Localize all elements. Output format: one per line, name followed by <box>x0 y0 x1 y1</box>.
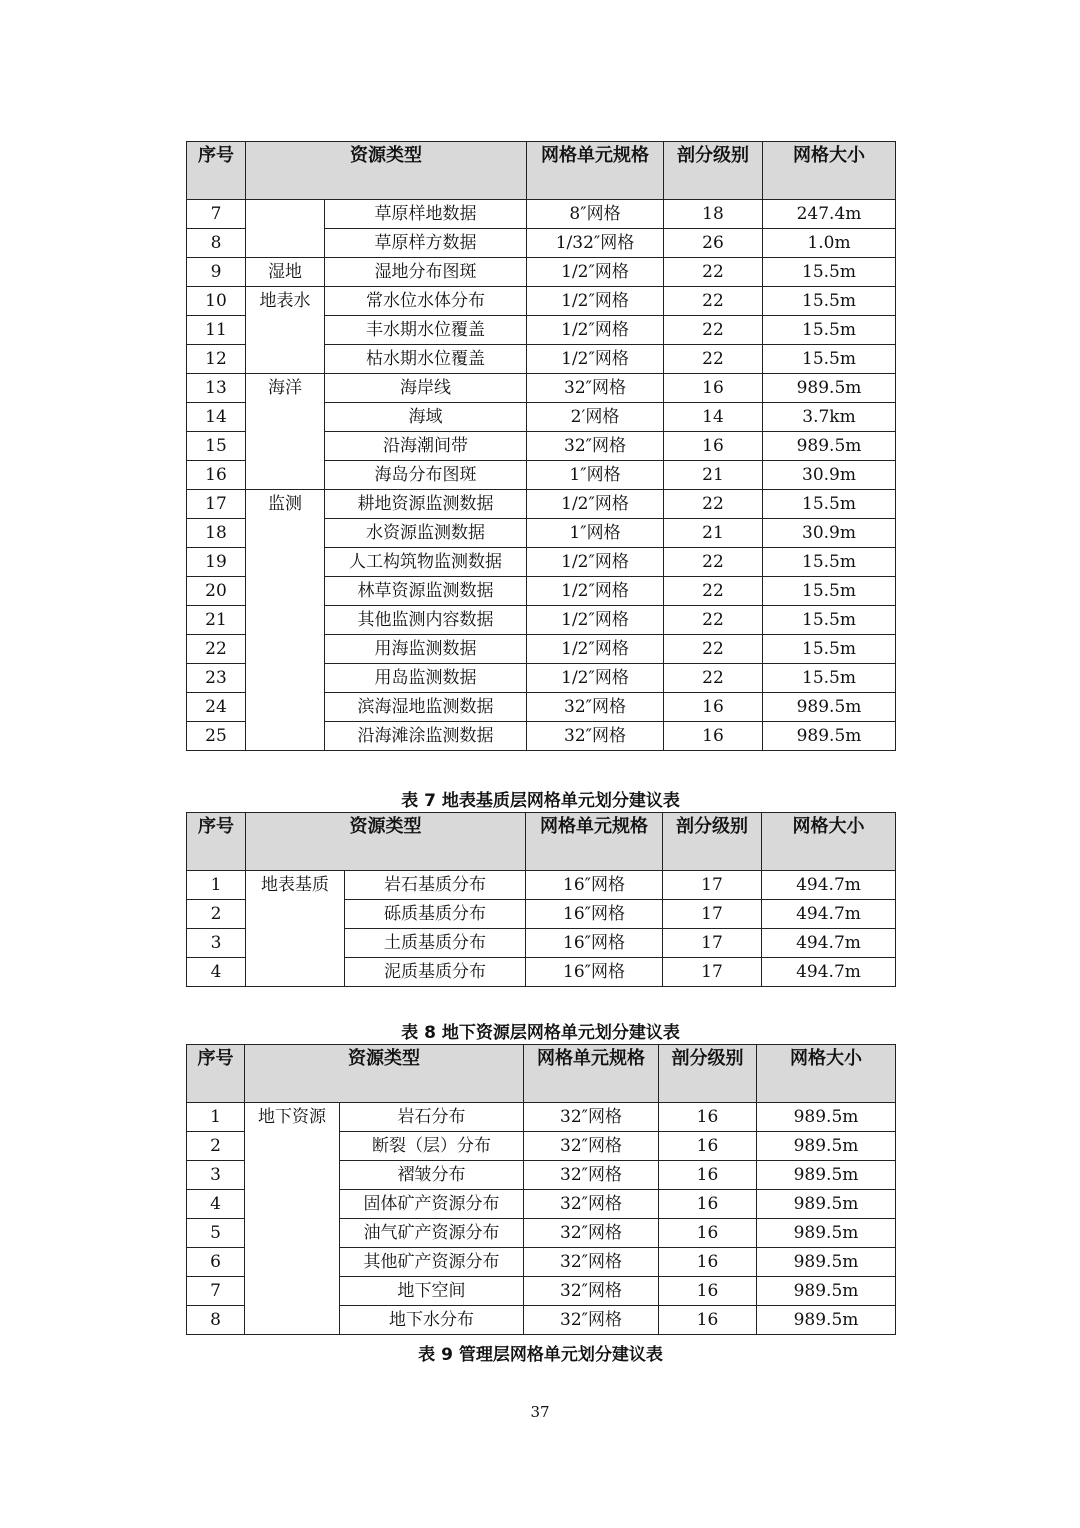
cell-no: 10 <box>187 287 246 316</box>
cell-resource-name: 用岛监测数据 <box>325 664 527 693</box>
header-resource-type: 资源类型 <box>245 1045 524 1103</box>
cell-grid-size: 494.7m <box>762 871 896 900</box>
cell-no: 21 <box>187 606 246 635</box>
cell-resource-name: 地下水分布 <box>340 1306 524 1335</box>
cell-level: 22 <box>664 548 763 577</box>
cell-grid-spec: 1/2″网格 <box>527 258 664 287</box>
cell-grid-size: 30.9m <box>763 461 896 490</box>
cell-no: 17 <box>187 490 246 519</box>
cell-resource-name: 其他监测内容数据 <box>325 606 527 635</box>
cell-no: 25 <box>187 722 246 751</box>
cell-grid-spec: 2′网格 <box>527 403 664 432</box>
cell-resource-name: 砾质基质分布 <box>345 900 526 929</box>
cell-resource-name: 固体矿产资源分布 <box>340 1190 524 1219</box>
header-resource-type: 资源类型 <box>246 813 526 871</box>
cell-grid-spec: 1/2″网格 <box>527 664 664 693</box>
cell-grid-size: 15.5m <box>763 577 896 606</box>
cell-resource-name: 岩石基质分布 <box>345 871 526 900</box>
cell-grid-spec: 1/2″网格 <box>527 577 664 606</box>
cell-level: 16 <box>659 1219 757 1248</box>
cell-grid-spec: 1/2″网格 <box>527 490 664 519</box>
cell-grid-size: 989.5m <box>757 1190 896 1219</box>
cell-resource-name: 枯水期水位覆盖 <box>325 345 527 374</box>
cell-grid-spec: 32″网格 <box>524 1248 659 1277</box>
resource-grid-table-continued <box>186 141 896 751</box>
cell-no: 24 <box>187 693 246 722</box>
cell-grid-size: 989.5m <box>763 722 896 751</box>
cell-resource-name: 其他矿产资源分布 <box>340 1248 524 1277</box>
cell-grid-spec: 32″网格 <box>524 1277 659 1306</box>
cell-grid-spec: 32″网格 <box>524 1190 659 1219</box>
header-level: 剖分级别 <box>664 142 763 200</box>
cell-level: 16 <box>664 722 763 751</box>
table-8-caption: 表 8 地下资源层网格单元划分建议表 <box>401 1023 680 1043</box>
cell-resource-name: 湿地分布图斑 <box>325 258 527 287</box>
cell-level: 22 <box>664 664 763 693</box>
cell-resource-name: 丰水期水位覆盖 <box>325 316 527 345</box>
cell-level: 22 <box>664 345 763 374</box>
cell-grid-size: 989.5m <box>763 432 896 461</box>
cell-level: 22 <box>664 490 763 519</box>
cell-no: 1 <box>187 871 246 900</box>
cell-level: 22 <box>664 316 763 345</box>
header-seq: 序号 <box>187 1045 245 1103</box>
cell-grid-size: 247.4m <box>763 200 896 229</box>
cell-level: 22 <box>664 606 763 635</box>
cell-level: 16 <box>659 1248 757 1277</box>
cell-grid-size: 989.5m <box>763 374 896 403</box>
surface-substrate-grid-table <box>186 812 896 987</box>
header-resource-type: 资源类型 <box>246 142 527 200</box>
cell-grid-spec: 32″网格 <box>527 432 664 461</box>
cell-resource-name: 油气矿产资源分布 <box>340 1219 524 1248</box>
header-grid-size: 网格大小 <box>762 813 896 871</box>
cell-no: 11 <box>187 316 246 345</box>
cell-resource-name: 人工构筑物监测数据 <box>325 548 527 577</box>
cell-no: 12 <box>187 345 246 374</box>
cell-grid-spec: 1/2″网格 <box>527 548 664 577</box>
cell-grid-spec: 1/2″网格 <box>527 635 664 664</box>
cell-no: 3 <box>187 1161 245 1190</box>
table-7-caption: 表 7 地表基质层网格单元划分建议表 <box>401 791 680 811</box>
cell-no: 4 <box>187 1190 245 1219</box>
cell-level: 16 <box>659 1161 757 1190</box>
cell-grid-size: 989.5m <box>757 1277 896 1306</box>
cell-resource-name: 海岸线 <box>325 374 527 403</box>
cell-category: 监测 <box>246 490 325 751</box>
cell-grid-size: 15.5m <box>763 635 896 664</box>
cell-resource-name: 沿海滩涂监测数据 <box>325 722 527 751</box>
cell-grid-size: 989.5m <box>757 1103 896 1132</box>
cell-no: 6 <box>187 1248 245 1277</box>
page-number: 37 <box>530 1403 550 1421</box>
cell-grid-spec: 16″网格 <box>526 929 663 958</box>
cell-resource-name: 断裂（层）分布 <box>340 1132 524 1161</box>
cell-level: 16 <box>659 1103 757 1132</box>
header-grid-size: 网格大小 <box>757 1045 896 1103</box>
cell-resource-name: 土质基质分布 <box>345 929 526 958</box>
cell-no: 7 <box>187 1277 245 1306</box>
cell-resource-name: 泥质基质分布 <box>345 958 526 987</box>
header-grid-spec: 网格单元规格 <box>527 142 664 200</box>
cell-level: 17 <box>663 958 762 987</box>
cell-grid-size: 989.5m <box>757 1161 896 1190</box>
cell-resource-name: 用海监测数据 <box>325 635 527 664</box>
cell-grid-spec: 1/2″网格 <box>527 345 664 374</box>
cell-grid-size: 989.5m <box>757 1306 896 1335</box>
cell-grid-spec: 16″网格 <box>526 958 663 987</box>
cell-resource-name: 水资源监测数据 <box>325 519 527 548</box>
cell-no: 9 <box>187 258 246 287</box>
cell-grid-size: 989.5m <box>757 1132 896 1161</box>
header-seq: 序号 <box>187 813 246 871</box>
cell-resource-name: 岩石分布 <box>340 1103 524 1132</box>
cell-grid-spec: 16″网格 <box>526 871 663 900</box>
cell-grid-size: 494.7m <box>762 900 896 929</box>
cell-level: 22 <box>664 258 763 287</box>
cell-grid-size: 15.5m <box>763 258 896 287</box>
cell-resource-name: 林草资源监测数据 <box>325 577 527 606</box>
cell-grid-spec: 32″网格 <box>524 1219 659 1248</box>
cell-grid-size: 3.7km <box>763 403 896 432</box>
cell-grid-size: 15.5m <box>763 316 896 345</box>
cell-grid-spec: 1″网格 <box>527 519 664 548</box>
cell-resource-name: 草原样方数据 <box>325 229 527 258</box>
cell-resource-name: 耕地资源监测数据 <box>325 490 527 519</box>
cell-resource-name: 草原样地数据 <box>325 200 527 229</box>
cell-no: 22 <box>187 635 246 664</box>
cell-level: 14 <box>664 403 763 432</box>
cell-resource-name: 海岛分布图斑 <box>325 461 527 490</box>
cell-category <box>246 200 325 258</box>
cell-category: 地下资源 <box>245 1103 340 1335</box>
cell-grid-size: 494.7m <box>762 929 896 958</box>
cell-level: 16 <box>659 1277 757 1306</box>
cell-level: 16 <box>659 1306 757 1335</box>
cell-no: 14 <box>187 403 246 432</box>
header-level: 剖分级别 <box>659 1045 757 1103</box>
cell-category: 海洋 <box>246 374 325 490</box>
cell-level: 17 <box>663 929 762 958</box>
cell-grid-spec: 8″网格 <box>527 200 664 229</box>
cell-grid-spec: 1″网格 <box>527 461 664 490</box>
cell-level: 16 <box>664 432 763 461</box>
cell-no: 18 <box>187 519 246 548</box>
cell-grid-spec: 32″网格 <box>524 1306 659 1335</box>
cell-no: 4 <box>187 958 246 987</box>
cell-no: 20 <box>187 577 246 606</box>
cell-grid-size: 494.7m <box>762 958 896 987</box>
cell-no: 5 <box>187 1219 245 1248</box>
table-9-caption: 表 9 管理层网格单元划分建议表 <box>418 1345 663 1365</box>
cell-category: 地表基质 <box>246 871 345 987</box>
cell-level: 22 <box>664 287 763 316</box>
cell-grid-size: 30.9m <box>763 519 896 548</box>
cell-no: 23 <box>187 664 246 693</box>
header-level: 剖分级别 <box>663 813 762 871</box>
cell-no: 7 <box>187 200 246 229</box>
cell-grid-spec: 32″网格 <box>527 693 664 722</box>
cell-grid-spec: 1/2″网格 <box>527 287 664 316</box>
cell-resource-name: 地下空间 <box>340 1277 524 1306</box>
cell-level: 17 <box>663 871 762 900</box>
cell-resource-name: 常水位水体分布 <box>325 287 527 316</box>
cell-resource-name: 褶皱分布 <box>340 1161 524 1190</box>
cell-level: 22 <box>664 577 763 606</box>
cell-grid-size: 15.5m <box>763 490 896 519</box>
cell-level: 17 <box>663 900 762 929</box>
cell-no: 2 <box>187 900 246 929</box>
cell-grid-size: 989.5m <box>757 1219 896 1248</box>
cell-grid-spec: 32″网格 <box>527 722 664 751</box>
cell-grid-spec: 1/32″网格 <box>527 229 664 258</box>
cell-no: 15 <box>187 432 246 461</box>
cell-no: 16 <box>187 461 246 490</box>
cell-level: 26 <box>664 229 763 258</box>
cell-grid-size: 15.5m <box>763 606 896 635</box>
cell-grid-size: 1.0m <box>763 229 896 258</box>
cell-grid-size: 15.5m <box>763 664 896 693</box>
header-grid-spec: 网格单元规格 <box>526 813 663 871</box>
cell-no: 19 <box>187 548 246 577</box>
cell-resource-name: 海域 <box>325 403 527 432</box>
cell-no: 3 <box>187 929 246 958</box>
cell-level: 21 <box>664 461 763 490</box>
cell-grid-size: 15.5m <box>763 287 896 316</box>
cell-grid-spec: 32″网格 <box>524 1132 659 1161</box>
cell-no: 13 <box>187 374 246 403</box>
header-grid-size: 网格大小 <box>763 142 896 200</box>
cell-grid-spec: 32″网格 <box>524 1161 659 1190</box>
cell-resource-name: 沿海潮间带 <box>325 432 527 461</box>
cell-no: 2 <box>187 1132 245 1161</box>
cell-grid-spec: 32″网格 <box>527 374 664 403</box>
cell-no: 8 <box>187 229 246 258</box>
cell-category: 湿地 <box>246 258 325 287</box>
cell-grid-size: 989.5m <box>757 1248 896 1277</box>
cell-no: 8 <box>187 1306 245 1335</box>
cell-no: 1 <box>187 1103 245 1132</box>
cell-level: 16 <box>664 374 763 403</box>
cell-level: 16 <box>664 693 763 722</box>
cell-level: 22 <box>664 635 763 664</box>
cell-level: 21 <box>664 519 763 548</box>
cell-category: 地表水 <box>246 287 325 374</box>
underground-resource-grid-table <box>186 1044 896 1335</box>
cell-grid-size: 15.5m <box>763 345 896 374</box>
cell-level: 18 <box>664 200 763 229</box>
cell-grid-size: 989.5m <box>763 693 896 722</box>
header-seq: 序号 <box>187 142 246 200</box>
cell-level: 16 <box>659 1190 757 1219</box>
cell-grid-spec: 1/2″网格 <box>527 606 664 635</box>
cell-grid-spec: 1/2″网格 <box>527 316 664 345</box>
header-grid-spec: 网格单元规格 <box>524 1045 659 1103</box>
cell-level: 16 <box>659 1132 757 1161</box>
cell-grid-spec: 32″网格 <box>524 1103 659 1132</box>
cell-grid-spec: 16″网格 <box>526 900 663 929</box>
cell-resource-name: 滨海湿地监测数据 <box>325 693 527 722</box>
cell-grid-size: 15.5m <box>763 548 896 577</box>
